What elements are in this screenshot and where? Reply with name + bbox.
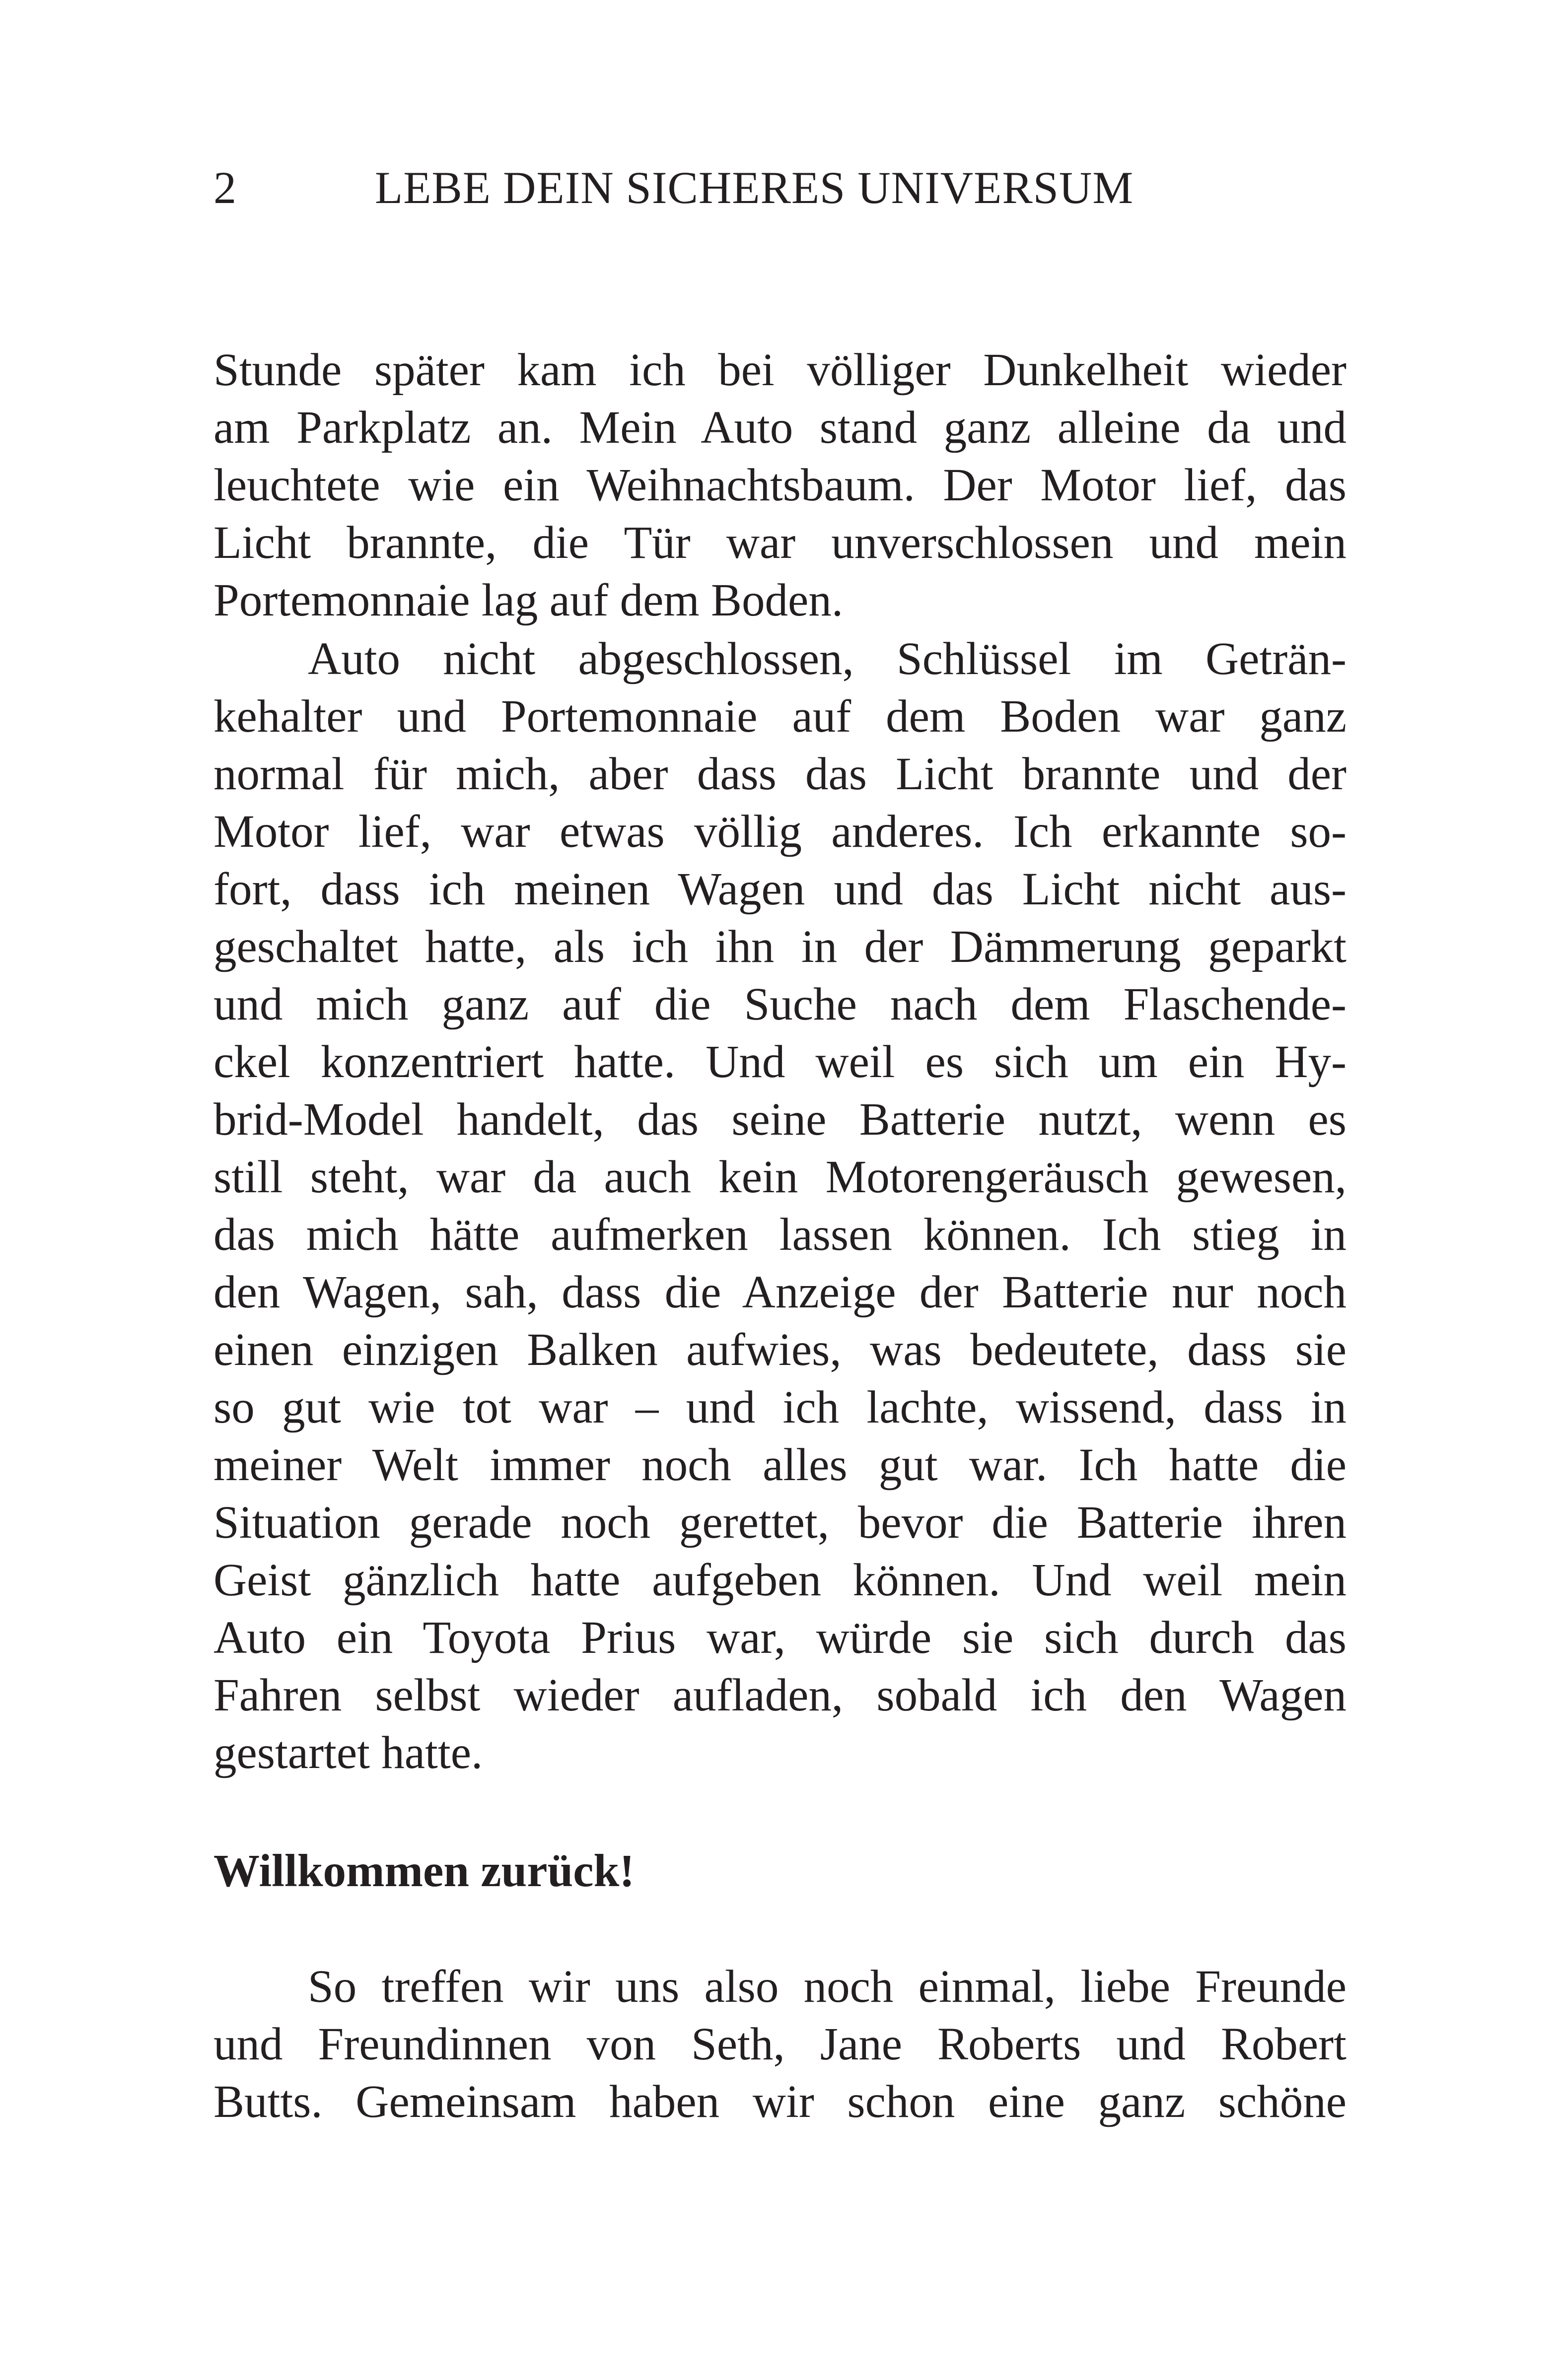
text-line: fort, dass ich meinen Wagen und das Licht nicht aus- bbox=[213, 864, 1347, 915]
paragraph-continuation bbox=[213, 341, 1347, 629]
text-line: normal für mich, aber dass das Licht brannte und der bbox=[213, 748, 1347, 800]
text-line: Motor lief, war etwas völlig anderes. Ich erkannte so- bbox=[213, 806, 1347, 857]
text-line: einen einzigen Balken aufwies, was bedeutete, dass sie bbox=[213, 1324, 1347, 1375]
text-line: Stunde später kam ich bei völliger Dunkelheit wieder bbox=[213, 344, 1347, 396]
text-line: so gut wie tot war – und ich lachte, wissend, dass in bbox=[213, 1382, 1347, 1433]
text-line: Licht brannte, die Tür war unverschlossen und mein bbox=[213, 517, 1347, 568]
text-line: Auto ein Toyota Prius war, würde sie sich durch das bbox=[213, 1612, 1347, 1663]
text-line: geschaltet hatte, als ich ihn in der Dämmerung geparkt bbox=[213, 921, 1347, 972]
text-line: Situation gerade noch gerettet, bevor die Batterie ihren bbox=[213, 1497, 1347, 1548]
section-heading: Willkommen zurück! bbox=[213, 1845, 635, 1897]
text-line: So treffen wir uns also noch einmal, liebe Freunde bbox=[308, 1961, 1347, 2012]
text-line: still steht, war da auch kein Motorengeräusch gewesen, bbox=[213, 1152, 1347, 1203]
text-line: Butts. Gemeinsam haben wir schon eine ganz schöne bbox=[213, 2076, 1347, 2127]
text-line: leuchtete wie ein Weihnachtsbaum. Der Motor lief, das bbox=[213, 460, 1347, 511]
text-line: und Freundinnen von Seth, Jane Roberts und Robert bbox=[213, 2019, 1347, 2070]
running-header bbox=[213, 158, 1347, 217]
text-line: Fahren selbst wieder aufladen, sobald ich den Wagen bbox=[213, 1670, 1347, 1721]
page-number: 2 bbox=[213, 162, 236, 213]
paragraph-body bbox=[213, 630, 1347, 1782]
running-title: LEBE DEIN SICHERES UNIVERSUM bbox=[375, 162, 1134, 213]
text-line: Portemonnaie lag auf dem Boden. bbox=[213, 575, 844, 626]
text-line: das mich hätte aufmerken lassen können. Ich stieg in bbox=[213, 1209, 1347, 1260]
text-line: gestartet hatte. bbox=[213, 1727, 483, 1778]
text-line: und mich ganz auf die Suche nach dem Flaschende- bbox=[213, 979, 1347, 1030]
text-line: den Wagen, sah, dass die Anzeige der Batterie nur noch bbox=[213, 1267, 1347, 1318]
text-line: am Parkplatz an. Mein Auto stand ganz alleine da und bbox=[213, 402, 1347, 453]
text-line: Auto nicht abgeschlossen, Schlüssel im Geträn- bbox=[308, 633, 1347, 684]
text-line: kehalter und Portemonnaie auf dem Boden war ganz bbox=[213, 691, 1347, 742]
text-line: meiner Welt immer noch alles gut war. Ich hatte die bbox=[213, 1439, 1347, 1491]
section-paragraph bbox=[213, 1958, 1347, 2131]
text-line: Geist gänzlich hatte aufgeben können. Und weil mein bbox=[213, 1555, 1347, 1606]
text-line: brid-Model handelt, das seine Batterie nutzt, wenn es bbox=[213, 1094, 1347, 1145]
text-line: ckel konzentriert hatte. Und weil es sich um ein Hy- bbox=[213, 1036, 1347, 1088]
